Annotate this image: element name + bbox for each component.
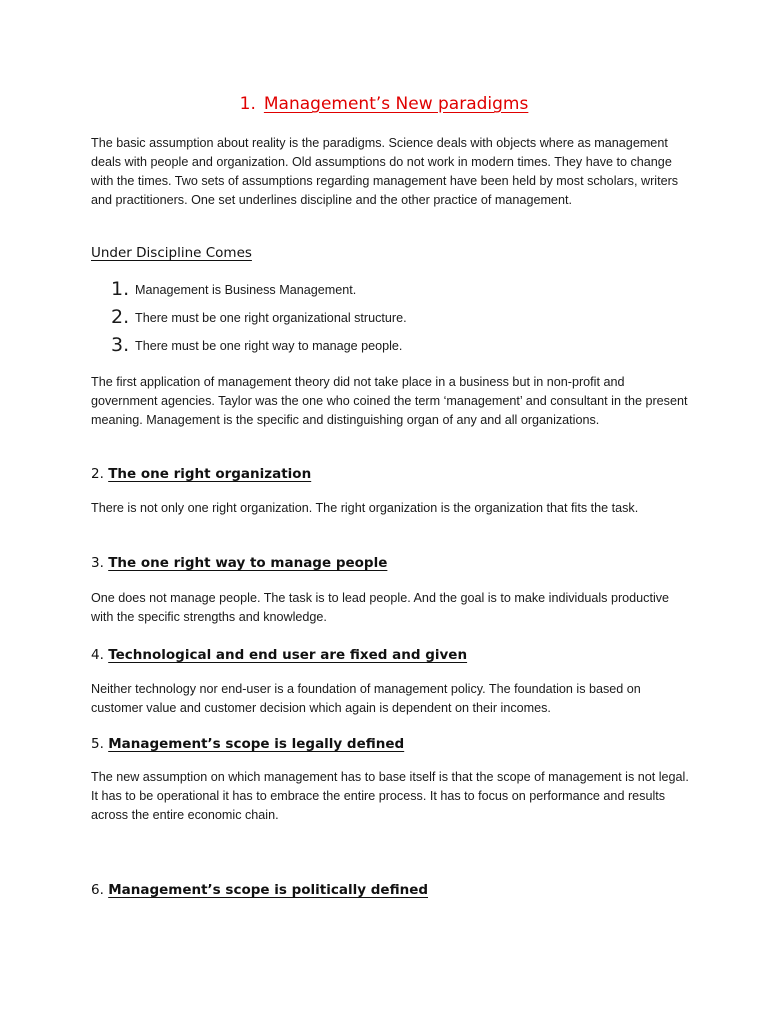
section-body: The new assumption on which management has to base itself is that the scope of management is not legal. It has to be operational it has to embrace the entire process. It has to focus on performance and results across the entire economic chain. xyxy=(91,770,689,822)
list-item-number: 3. xyxy=(111,334,130,356)
section-number: 5. xyxy=(91,736,104,752)
list-item-text: There must be one right way to manage people. xyxy=(135,339,403,353)
discipline-heading-text: Under Discipline Comes xyxy=(91,245,252,261)
list-item xyxy=(111,300,671,328)
discipline-list xyxy=(111,272,671,356)
list-item xyxy=(111,328,671,356)
section-number: 3. xyxy=(91,555,104,571)
list-item xyxy=(111,272,671,300)
section-heading-text: Management’s scope is legally defined xyxy=(108,736,405,752)
title-number: 1. xyxy=(239,94,256,114)
title-text: Management’s New paradigms xyxy=(263,94,529,114)
section-heading xyxy=(91,880,691,900)
intro-paragraph: The basic assumption about reality is the paradigms. Science deals with objects where as management deals with people and organization. Old assumptions do not work in modern times. They have to change with the times. Two sets of assumptions regarding management have been held by most scholars, writers and practitioners. One set underlines discipline and the other practice of management. xyxy=(91,136,679,207)
section-heading xyxy=(91,464,691,484)
section-number: 4. xyxy=(91,647,104,663)
section-heading-text: Technological and end user are fixed and given xyxy=(108,647,468,663)
list-item-number: 2. xyxy=(111,306,130,328)
section-heading-text: Management’s scope is politically defined xyxy=(108,882,429,898)
section-number: 2. xyxy=(91,466,104,482)
section-heading xyxy=(91,553,691,573)
list-item-number: 1. xyxy=(111,278,130,300)
list-item-text: Management is Business Management. xyxy=(135,283,357,297)
section-body: One does not manage people. The task is to lead people. And the goal is to make individuals productive with the specific strengths and knowledge. xyxy=(91,591,670,624)
history-paragraph: The first application of management theory did not take place in a business but in non-profit and government agencies. Taylor was the one who coined the term ‘management’ and consultant in the present meaning. Management is the specific and distinguishing organ of any and all organizations. xyxy=(91,375,688,427)
section-heading-text: The one right organization xyxy=(108,466,312,482)
section-heading xyxy=(91,645,691,665)
discipline-heading xyxy=(91,243,691,263)
page-title xyxy=(0,94,768,114)
section-number: 6. xyxy=(91,882,104,898)
section-heading xyxy=(91,734,691,754)
list-item-text: There must be one right organizational structure. xyxy=(135,311,407,325)
section-body: Neither technology nor end-user is a foundation of management policy. The foundation is based on customer value and customer decision which again is dependent on their incomes. xyxy=(91,682,641,715)
section-body: There is not only one right organization. The right organization is the organization that fits the task. xyxy=(91,501,639,515)
section-heading-text: The one right way to manage people xyxy=(108,555,388,571)
